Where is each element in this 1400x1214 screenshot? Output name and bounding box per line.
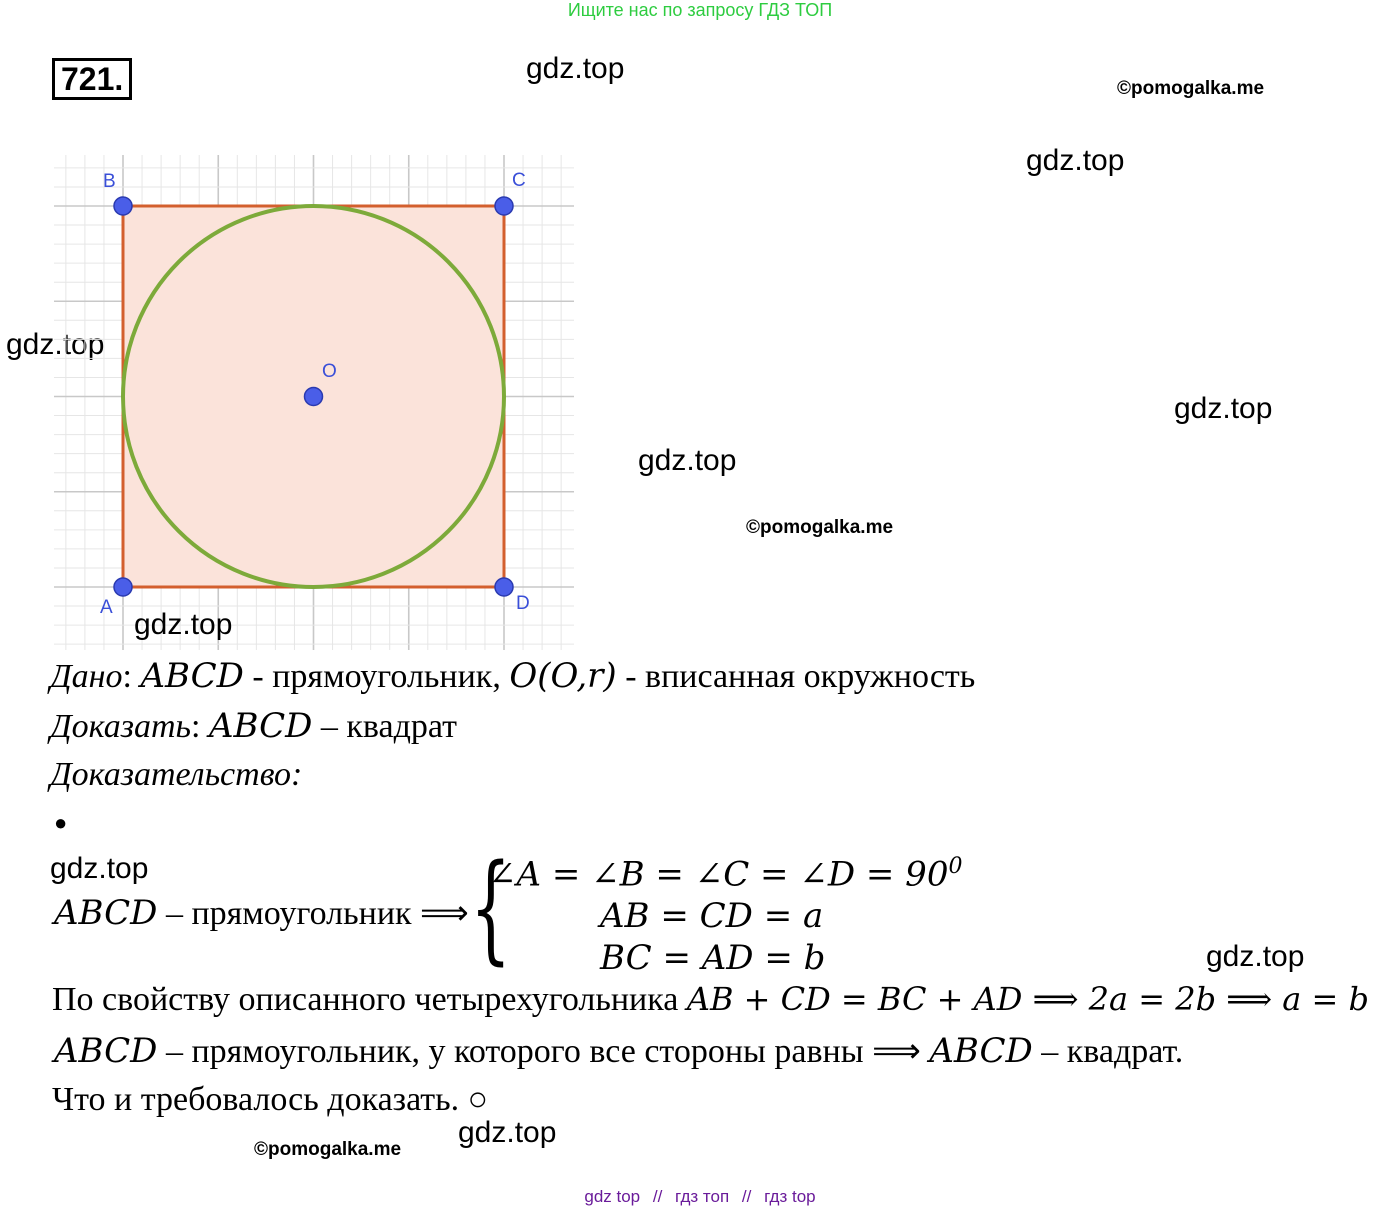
conclusion: Что и требовалось доказать. ○ <box>52 1081 489 1118</box>
watermark-gdz: gdz.top <box>1026 144 1125 177</box>
step2-math: AB + CD = BC + AD ⟹ 2a = 2b ⟹ a = b <box>686 980 1370 1018</box>
footer-link-gdz-top-ru[interactable]: гдз топ <box>675 1187 730 1206</box>
given-line <box>50 656 975 696</box>
watermark-pomogalka: ©pomogalka.me <box>254 1139 402 1160</box>
footer-link-gdz-top[interactable]: gdz top <box>584 1187 641 1206</box>
point-b <box>114 197 132 215</box>
given-dash: - <box>243 658 273 695</box>
prove-label: Доказать <box>50 708 191 745</box>
given-colon: : <box>122 658 132 695</box>
top-banner[interactable]: Ищите нас по запросу ГДЗ ТОП <box>567 0 833 20</box>
given-text1: прямоугольник, <box>272 658 510 695</box>
degree-sup: 0 <box>948 854 963 879</box>
geometry-figure <box>54 155 574 650</box>
step3-figure: ABCD <box>54 1031 158 1071</box>
footer-link-gdz-top-mixed[interactable]: гдз top <box>764 1187 816 1206</box>
watermark-gdz: gdz.top <box>526 52 625 85</box>
watermark-gdz: gdz.top <box>458 1116 557 1149</box>
system-line-3: BC = AD = b <box>600 938 826 978</box>
given-figure: ABCD <box>140 656 244 696</box>
watermark-gdz: gdz.top <box>1206 940 1305 973</box>
prove-colon: : <box>190 708 201 745</box>
prove-line <box>50 706 457 746</box>
watermark-gdz: gdz.top <box>6 328 105 361</box>
watermark-gdz: gdz.top <box>134 608 233 641</box>
point-d <box>495 578 513 596</box>
prove-figure: ABCD <box>208 706 313 746</box>
label-o: O <box>322 361 337 382</box>
footer-separator: // <box>741 1187 752 1206</box>
step2-line <box>52 980 1369 1019</box>
point-o <box>305 388 323 406</box>
footer-links <box>0 1187 1400 1207</box>
given-label: Дано <box>50 658 123 695</box>
given-circle: O(O,r) <box>509 656 617 696</box>
watermark-gdz: gdz.top <box>638 444 737 477</box>
label-a: A <box>100 597 113 618</box>
system-brace: { <box>470 838 512 976</box>
watermark-gdz: gdz.top <box>50 852 149 885</box>
angles-equation: ∠A = ∠B = ∠C = ∠D = 90 <box>488 854 949 895</box>
step3-line <box>54 1031 1183 1071</box>
point-a <box>114 578 132 596</box>
watermark-pomogalka: ©pomogalka.me <box>1117 78 1265 99</box>
step1-text: – прямоугольник ⟹ <box>157 895 469 932</box>
problem-number: 721. <box>52 58 132 100</box>
step1-figure: ABCD <box>54 893 158 933</box>
step2-text: По свойству описанного четырехугольника <box>52 981 687 1018</box>
given-dash-2: - <box>616 658 646 695</box>
footer-separator: // <box>652 1187 663 1206</box>
proof-label: Доказательство: <box>50 756 303 793</box>
watermark-pomogalka: ©pomogalka.me <box>746 517 894 538</box>
step1-left <box>54 893 469 933</box>
step3-text-2: – квадрат. <box>1032 1033 1184 1070</box>
prove-text: – квадрат <box>312 708 457 745</box>
label-d: D <box>516 593 530 614</box>
step3-figure-2: ABCD <box>929 1031 1033 1071</box>
system-line-2: AB = CD = a <box>600 896 824 936</box>
system-line-1 <box>488 854 962 894</box>
watermark-gdz: gdz.top <box>1174 392 1273 425</box>
point-c <box>495 197 513 215</box>
bullet: ● <box>54 810 68 835</box>
given-text2: вписанная окружность <box>645 658 976 695</box>
label-c: C <box>512 170 526 191</box>
step3-text: – прямоугольник, у которого все стороны равны ⟹ <box>157 1033 930 1070</box>
label-b: B <box>103 171 116 192</box>
